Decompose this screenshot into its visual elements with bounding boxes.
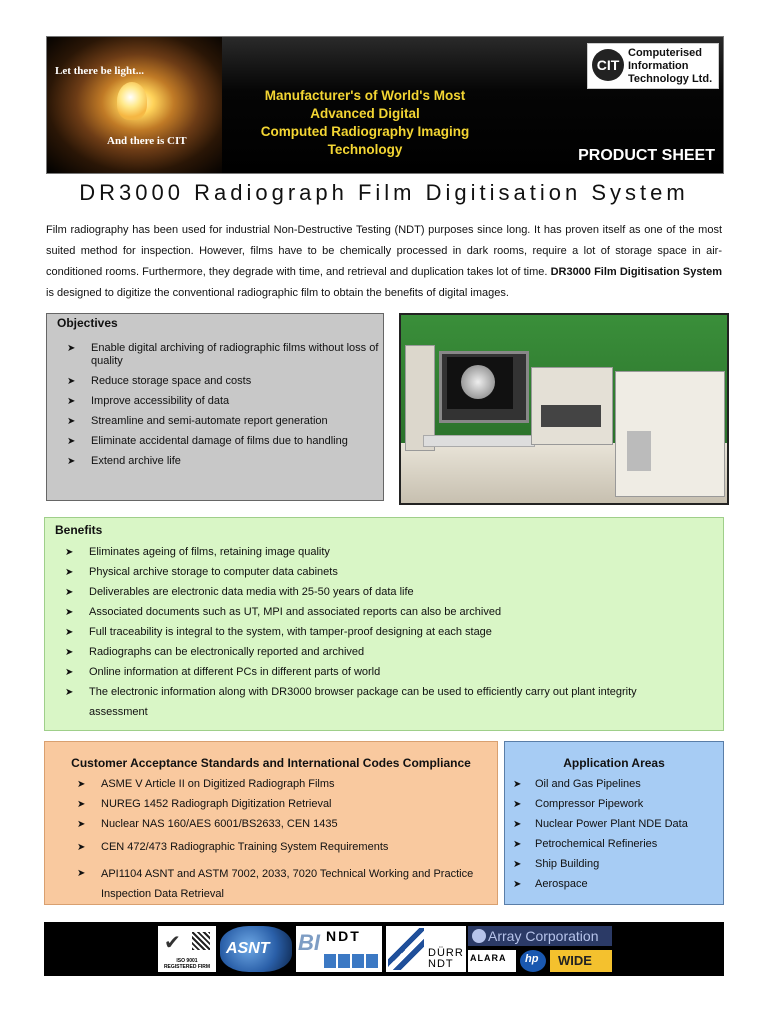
list-item-text: Associated documents such as UT, MPI and associated reports can also be archived <box>89 606 502 618</box>
application-areas-list <box>505 778 723 898</box>
headline-line-1: Manufacturer's of World's Most Advanced Digital <box>264 88 466 121</box>
partner-logos-footer <box>44 922 724 976</box>
radiograph-image-icon <box>461 365 495 399</box>
list-item-text: API1104 ASNT and ASTM 7002, 2033, 7020 Technical Working and Practice <box>101 868 474 880</box>
hp-logo <box>520 950 546 972</box>
list-item <box>47 395 383 408</box>
objectives-heading: Objectives <box>57 316 118 330</box>
list-item <box>505 858 723 871</box>
iso-9001-logo <box>158 926 216 972</box>
bindt-icons <box>324 954 378 968</box>
arrow-bullet-icon: ➤ <box>513 859 522 870</box>
arrow-bullet-icon: ➤ <box>77 819 86 830</box>
headline-line-2: Computed Radiography Imaging Technology <box>260 124 470 157</box>
list-item-text: NUREG 1452 Radiograph Digitization Retrieval <box>101 798 332 810</box>
wide-logo-text: WIDE <box>558 953 592 968</box>
arrow-bullet-icon: ➤ <box>65 647 74 658</box>
list-item <box>47 375 383 388</box>
list-item <box>45 566 723 579</box>
bindt-ndt-text: NDT <box>326 928 361 944</box>
bindt-bi-text: BI <box>298 930 320 955</box>
arrow-bullet-icon: ➤ <box>67 376 76 387</box>
list-item <box>45 626 723 639</box>
list-item <box>45 606 723 619</box>
standards-heading: Customer Acceptance Standards and International Codes Compliance <box>71 756 471 770</box>
list-item-text: Ship Building <box>535 858 600 870</box>
hp-logo-text: hp <box>525 953 539 965</box>
banner-headline <box>235 87 495 159</box>
company-name <box>628 47 712 86</box>
list-item <box>45 818 497 831</box>
durr-ndt-logo <box>386 926 466 972</box>
list-item-text: Oil and Gas Pipelines <box>535 778 641 790</box>
arrow-bullet-icon: ➤ <box>513 879 522 890</box>
arrow-bullet-icon: ➤ <box>77 799 86 810</box>
keyboard-icon <box>423 435 535 447</box>
arrow-bullet-icon: ➤ <box>513 839 522 850</box>
list-item-text: The electronic information along with DR3000 browser package can be used to efficiently carry out plant integrity <box>89 686 637 698</box>
list-item-text: Reduce storage space and costs <box>91 375 252 387</box>
list-item-text: Compressor Pipework <box>535 798 644 810</box>
page-title: DR3000 Radiograph Film Digitisation System <box>79 180 689 205</box>
list-item-text-continued: Inspection Data Retrieval <box>101 888 224 900</box>
list-item-text: Extend archive life <box>91 455 181 467</box>
intro-text-end: is designed to digitize the conventional radiographic film to obtain the benefits of digital images. <box>46 287 509 299</box>
arrow-bullet-icon: ➤ <box>65 667 74 678</box>
list-item <box>505 838 723 851</box>
tagline-bottom: And there is CIT <box>107 135 187 147</box>
list-item <box>45 586 723 599</box>
list-item-text: ASME V Article II on Digitized Radiograph Films <box>101 778 335 790</box>
array-corporation-logo <box>468 926 612 946</box>
intro-paragraph <box>46 220 722 304</box>
application-areas-heading: Application Areas <box>563 756 665 770</box>
arrow-bullet-icon: ➤ <box>67 343 76 354</box>
arrow-bullet-icon: ➤ <box>65 587 74 598</box>
list-item <box>505 818 723 831</box>
list-item <box>45 546 723 559</box>
arrow-bullet-icon: ➤ <box>77 868 86 879</box>
array-logo-icon <box>472 929 486 943</box>
list-item <box>45 666 723 679</box>
benefits-box <box>44 517 724 731</box>
list-item <box>505 878 723 891</box>
alara-logo-text: ALARA <box>470 953 507 963</box>
list-item-text: Full traceability is integral to the system, with tamper-proof designing at each stage <box>89 626 492 638</box>
asnt-logo <box>220 926 292 972</box>
list-item-text: Nuclear Power Plant NDE Data <box>535 818 688 830</box>
list-item-text: Aerospace <box>535 878 588 890</box>
company-logo <box>587 43 719 89</box>
array-logo-text: Array Corporation <box>488 928 599 944</box>
iso-registered-label: REGISTERED FIRM <box>163 964 211 970</box>
application-areas-box <box>504 741 724 905</box>
company-name-line-2: Information <box>628 60 689 72</box>
standards-box <box>44 741 498 905</box>
list-item-text: Streamline and semi-automate report generation <box>91 415 328 427</box>
asnt-logo-text: ASNT <box>226 940 270 957</box>
arrow-bullet-icon: ➤ <box>513 779 522 790</box>
list-item <box>45 798 497 811</box>
product-photo <box>399 313 729 505</box>
intro-text-start: Film radiography has been used for industrial Non-Destructive Testing (NDT) purposes since long. It has proven itself as one of the most suited method for inspection. However, films have to be chemically processed in dark rooms, require a lot of storage space in air-conditioned rooms. Furthermore, they degrade with time, and retrieval and duplication takes lot of time. <box>46 224 722 278</box>
benefits-heading: Benefits <box>55 523 103 537</box>
alara-logo <box>468 950 516 972</box>
arrow-bullet-icon: ➤ <box>67 396 76 407</box>
list-item-text: Physical archive storage to computer data cabinets <box>89 566 338 578</box>
arrow-bullet-icon: ➤ <box>513 819 522 830</box>
list-item <box>47 342 383 368</box>
bindt-logo <box>296 926 382 972</box>
list-item <box>45 841 497 854</box>
iso-label: ISO 9001 <box>176 958 198 964</box>
tagline-top: Let there be light... <box>55 65 145 77</box>
light-bulb-hands-image <box>47 37 222 173</box>
durr-text: DÜRR <box>428 947 464 959</box>
list-item-text: Enable digital archiving of radiographic films without loss of quality <box>91 342 379 367</box>
list-item <box>45 864 497 904</box>
light-bulb-icon <box>117 82 147 120</box>
company-name-line-1: Computerised <box>628 47 702 59</box>
list-item-text: Improve accessibility of data <box>91 395 230 407</box>
arrow-bullet-icon: ➤ <box>65 547 74 558</box>
cit-logo-icon: CIT <box>592 49 624 81</box>
arrow-bullet-icon: ➤ <box>513 799 522 810</box>
arrow-bullet-icon: ➤ <box>67 416 76 427</box>
list-item <box>505 778 723 791</box>
objectives-box <box>46 313 384 501</box>
list-item-text: Eliminates ageing of films, retaining image quality <box>89 546 330 558</box>
arrow-bullet-icon: ➤ <box>77 842 86 853</box>
list-item <box>45 646 723 659</box>
list-item <box>47 415 383 428</box>
list-item <box>505 798 723 811</box>
wide-logo <box>550 950 612 972</box>
arrow-bullet-icon: ➤ <box>65 607 74 618</box>
arrow-bullet-icon: ➤ <box>67 456 76 467</box>
intro-product-name: DR3000 Film Digitisation System <box>550 266 722 278</box>
arrow-bullet-icon: ➤ <box>65 627 74 638</box>
list-item <box>47 435 383 448</box>
list-item-text: CEN 472/473 Radiographic Training System Requirements <box>101 841 389 853</box>
company-name-line-3: Technology Ltd. <box>628 73 713 85</box>
header-banner <box>46 36 724 174</box>
list-item-text-continued: assessment <box>89 706 148 718</box>
list-item <box>45 686 723 719</box>
arrow-bullet-icon: ➤ <box>65 567 74 578</box>
list-item-text: Nuclear NAS 160/AES 6001/BS2633, CEN 1435 <box>101 818 338 830</box>
checkmark-icon: ✔ <box>164 932 181 954</box>
list-item <box>47 455 383 468</box>
product-sheet-label: PRODUCT SHEET <box>578 147 715 164</box>
standards-list <box>45 778 497 911</box>
arrow-bullet-icon: ➤ <box>65 687 74 698</box>
list-item <box>45 778 497 791</box>
list-item-text: Petrochemical Refineries <box>535 838 658 850</box>
objectives-list <box>47 342 383 475</box>
arrow-bullet-icon: ➤ <box>67 436 76 447</box>
arrow-bullet-icon: ➤ <box>77 779 86 790</box>
list-item-text: Deliverables are electronic data media with 25-50 years of data life <box>89 586 414 598</box>
durr-ndt-text: NDT <box>428 958 454 970</box>
list-item-text: Eliminate accidental damage of films due to handling <box>91 435 348 447</box>
benefits-list <box>45 546 723 726</box>
list-item-text: Online information at different PCs in different parts of world <box>89 666 381 678</box>
list-item-text: Radiographs can be electronically reported and archived <box>89 646 365 658</box>
